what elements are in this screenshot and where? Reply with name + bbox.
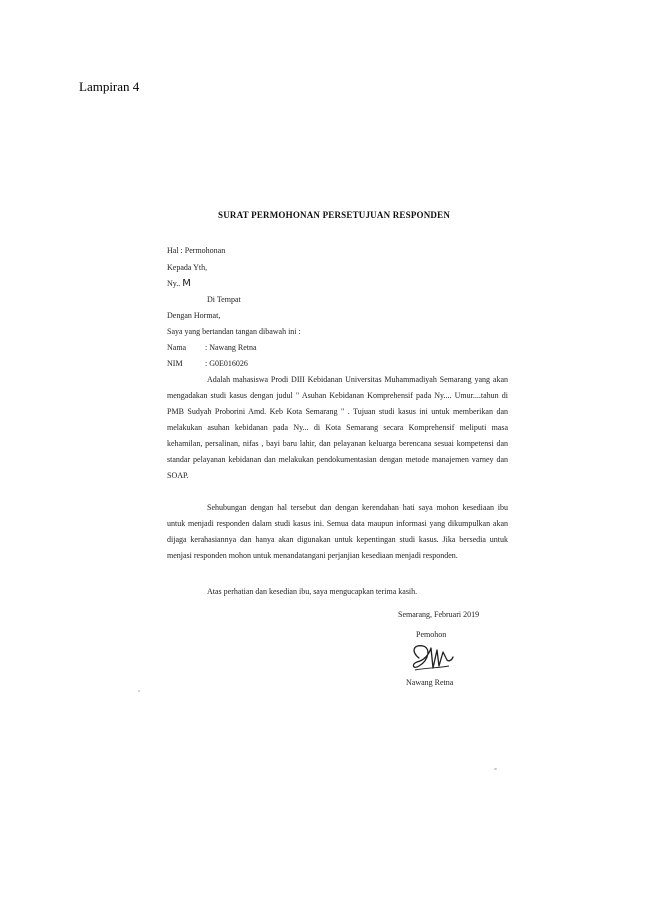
nama-value: : Nawang Retna [205, 343, 257, 352]
intro-line: Saya yang bertandan tangan dibawah ini : [167, 327, 301, 336]
nama-label: Nama [167, 343, 187, 352]
pemohon-label: Pemohon [416, 630, 447, 639]
scan-speck [138, 690, 140, 692]
ny-label: Ny.. [167, 279, 181, 288]
ny-line [167, 278, 191, 289]
page-label: Lampiran 4 [79, 79, 140, 94]
scan-speck [494, 768, 497, 770]
nama-row [167, 343, 257, 352]
signature-image [405, 640, 455, 676]
kepada-line: Kepada Yth, [167, 263, 208, 272]
hal-line: Hal : Permohonan [167, 246, 226, 255]
letter-title: SURAT PERMOHONAN PERSETUJUAN RESPONDEN [218, 210, 451, 220]
paragraph-3: Atas perhatian dan kesedian ibu, saya mengucapkan terima kasih. [207, 587, 418, 596]
ny-handwritten-mark: M [182, 278, 191, 289]
paragraph-1-text: Adalah mahasiswa Prodi DIII Kebidanan Universitas Muhammadiyah Semarang yang akan mengadakan studi kasus dengan judul " Asuhan Kebidanan Komprehensif pada Ny.... Umur....tahun di PMB Sudyah Proborini Amd. Keb Kota Semarang " . Tujuan studi kasus ini untuk memberikan dan melakukan asuhan kebidanan pada Ny... di Kota Semarang secara Komprehensif meliputi masa kehamilan, persalinan, nifas , bayi baru lahir, dan pelayanan keluarga berencana sesuai kompetensi dan standar pelayanan kebidanan dan melakukan pendokumentasian dengan metode manajemen varney dan SOAP. [167, 375, 508, 480]
paragraph-2 [167, 500, 508, 564]
nim-row [167, 359, 248, 368]
paragraph-1 [167, 372, 508, 484]
nim-label: NIM [167, 359, 183, 368]
paragraph-2-text: Sehubungan dengan hal tersebut dan dengan kerendahan hati saya mohon kesediaan ibu untuk menjadi responden dalam studi kasus ini. Semua data maupun informasi yang dikumpulkan akan dijaga kerahasiannya dan hanya akan digunakan untuk kepentingan studi kasus. Jika bersedia untuk menjasi responden mohon untuk menandatangani perjanjian kesediaan menjadi responden. [167, 503, 508, 560]
di-tempat-line: Di Tempat [207, 295, 241, 304]
place-date: Semarang, Februari 2019 [398, 610, 480, 619]
salam-line: Dengan Hormat, [167, 311, 221, 320]
signer-name: Nawang Retna [406, 678, 454, 687]
nim-value: : G0E016026 [205, 359, 248, 368]
